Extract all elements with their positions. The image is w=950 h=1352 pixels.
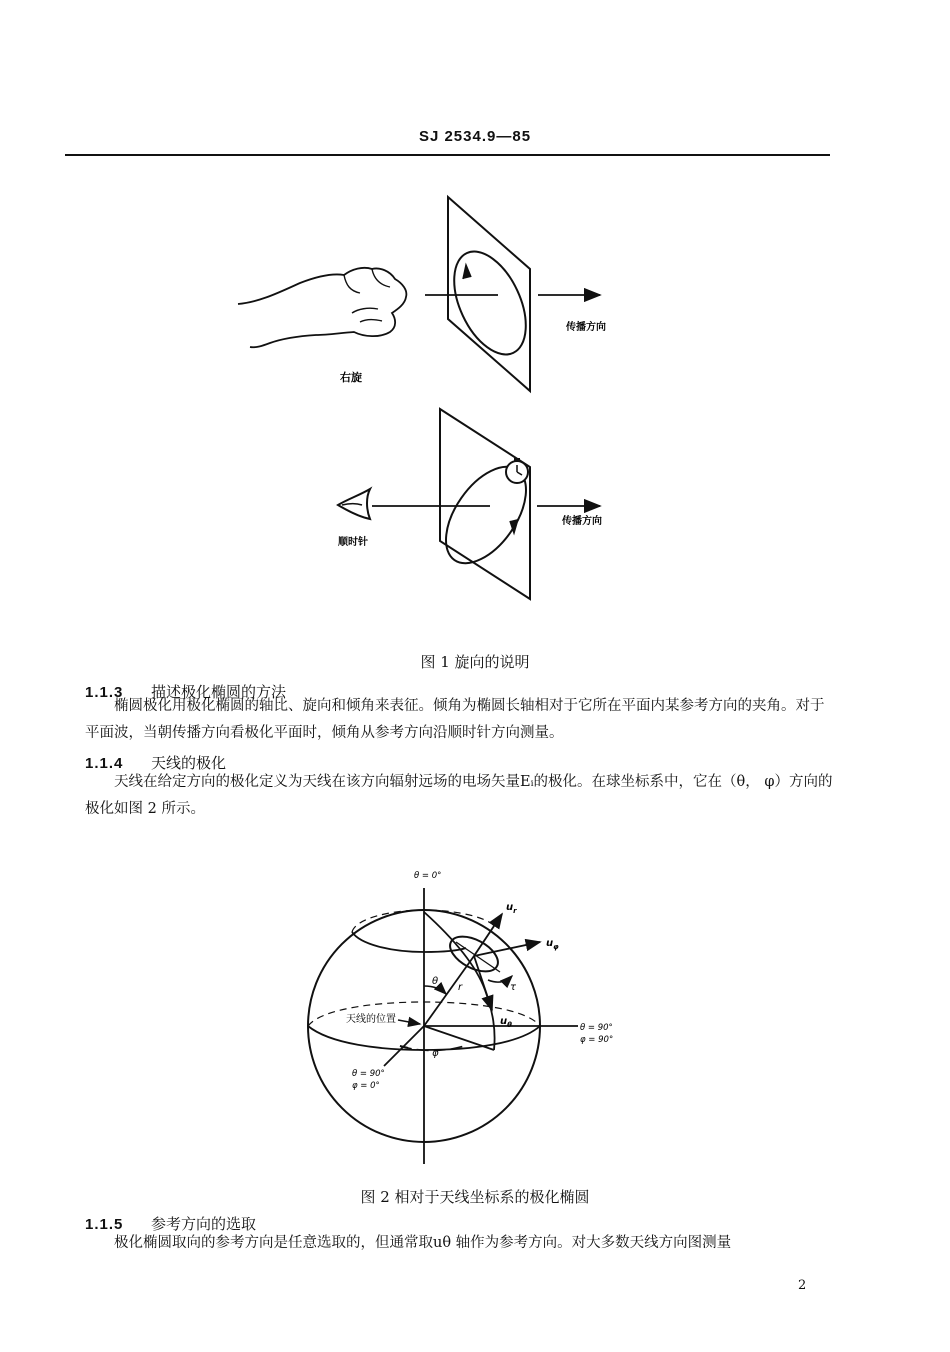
polarization-circle-top	[440, 240, 541, 365]
u-r-vector	[474, 914, 502, 956]
section-number: 1.1.5	[85, 1216, 124, 1233]
section-1-1-4-text: 天线在给定方向的极化定义为天线在该方向辐射远场的电场矢量Eᵢ的极化。在球坐标系中，它在（θ， φ）方向的极化如图 2 所示。	[85, 774, 833, 817]
section-1-1-5-text: 极化椭圆取向的参考方向是任意选取的，但通常取uθ 轴作为参考方向。对大多数天线方向图测量	[114, 1235, 732, 1251]
tau-arc	[488, 976, 512, 982]
section-1-1-3-text: 椭圆极化用极化椭圆的轴比、旋向和倾角来表征。倾角为椭圆长轴相对于它所在平面内某参考方向的夹角。对于平面波，当朝传播方向看极化平面时，倾角从参考方向沿顺时针方向测量。	[85, 698, 825, 741]
tau-label: τ	[510, 982, 517, 993]
theta-arc	[424, 986, 446, 994]
section-title: 天线的极化	[151, 754, 227, 772]
section-title: 参考方向的选取	[151, 1215, 257, 1233]
theta-label: θ	[432, 976, 439, 987]
section-number: 1.1.3	[85, 684, 124, 701]
hand-label: 右旋	[340, 371, 362, 384]
polarization-plane-bottom	[440, 409, 530, 599]
right-phi-label: φ = 90°	[580, 1035, 614, 1045]
rotation-arrow-top	[463, 265, 471, 279]
propagation-label-top: 传播方向	[566, 322, 606, 333]
u-r-label: $u_r$	[506, 902, 517, 915]
antenna-position-pointer	[398, 1020, 420, 1024]
right-hand-drawing	[238, 268, 406, 347]
polarization-plane-top	[448, 197, 530, 391]
section-title: 描述极化椭圆的方法	[151, 683, 287, 701]
u-phi-label: $u_\varphi$	[546, 938, 559, 951]
r-label: r	[458, 982, 463, 993]
u-theta-label: $u_\theta$	[500, 1016, 512, 1029]
section-number: 1.1.4	[85, 755, 124, 772]
antenna-position-label: 天线的位置	[346, 1014, 396, 1025]
eye-label: 顺时针	[338, 537, 368, 548]
figure-2-diagram	[0, 860, 950, 1180]
left-phi-label: φ = 0°	[352, 1081, 380, 1091]
left-theta-label: θ = 90°	[352, 1069, 385, 1079]
right-theta-label: θ = 90°	[580, 1023, 613, 1033]
document-code-header: SJ 2534.9—85	[418, 128, 532, 145]
latitude-front	[352, 932, 466, 952]
header-rule	[65, 154, 830, 156]
figure-2-caption: 图 2 相对于天线坐标系的极化椭圆	[360, 1188, 590, 1206]
figure-1-caption: 图 1 旋向的说明	[420, 653, 530, 671]
projection-line	[424, 1026, 494, 1050]
page-number: 2	[798, 1278, 807, 1293]
propagation-label-bottom: 传播方向	[562, 516, 602, 527]
phi-label: φ	[432, 1048, 439, 1059]
figure-1-diagram	[0, 185, 950, 615]
theta-zero-label: θ = 0°	[414, 871, 442, 881]
